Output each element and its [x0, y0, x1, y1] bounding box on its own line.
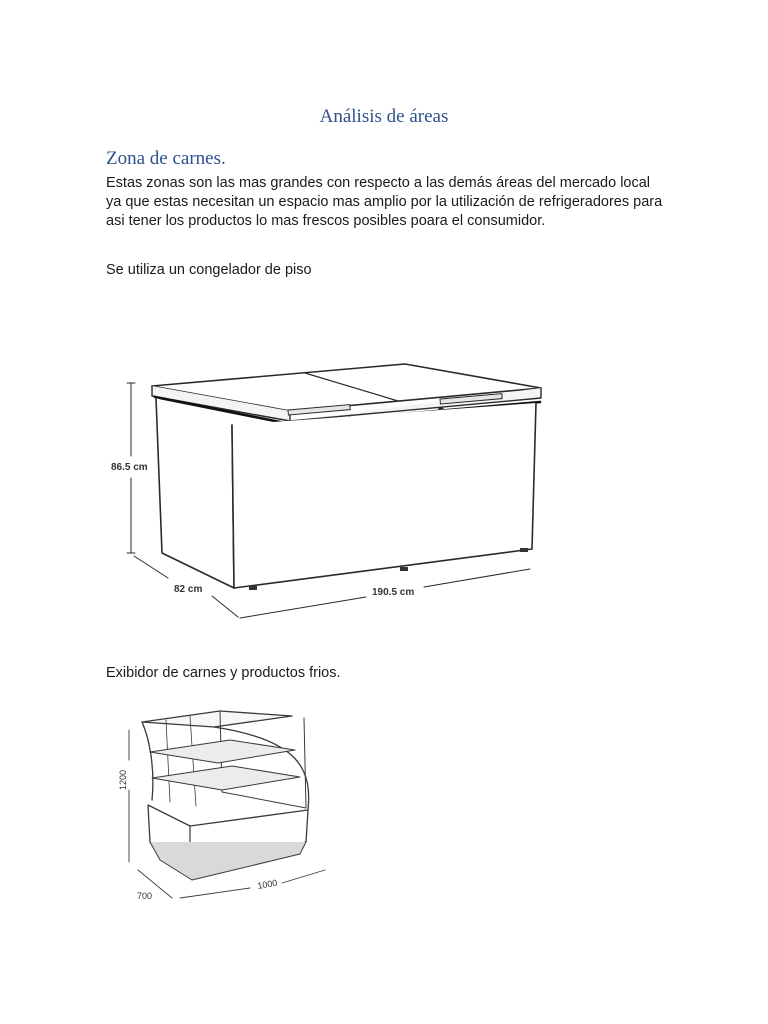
display-case-illustration [110, 700, 330, 905]
page-title: Análisis de áreas [319, 106, 449, 127]
paragraph-intro: Estas zonas son las mas grandes con respecto a las demás áreas del mercado local ya que estas necesitan un espacio mas amplio por la utilización de refrigeradores para asi tener los productos lo mas frescos posibles poara el consumidor. [106, 175, 663, 229]
paragraph-freezer: Se utiliza un congelador de piso [106, 262, 312, 278]
paragraph-display-case: Exibidor de carnes y productos frios. [106, 665, 341, 681]
display-case-width-label: 1000 [256, 877, 279, 891]
chest-freezer-illustration [104, 355, 544, 630]
freezer-height-label: 86.5 cm [111, 462, 148, 473]
freezer-width-label: 190.5 cm [372, 587, 415, 598]
freezer-depth-label: 82 cm [174, 584, 203, 595]
display-case-depth-label: 700 [137, 891, 153, 901]
section-heading: Zona de carnes. [106, 148, 226, 169]
display-case-height-label: 1200 [118, 769, 128, 790]
